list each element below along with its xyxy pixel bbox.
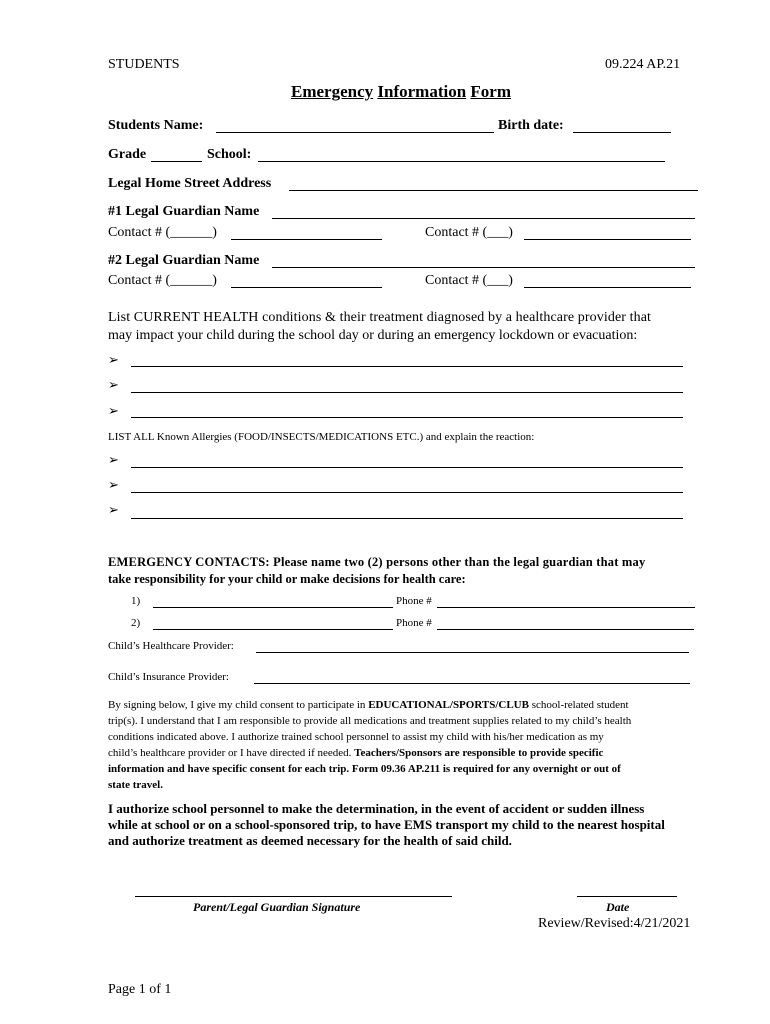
guardian-1-contact-1-label: Contact # (______)	[108, 225, 217, 240]
birth-date-field[interactable]	[573, 132, 671, 133]
guardian-1-name-label: #1 Legal Guardian Name	[108, 204, 260, 219]
authorize-line-1: I authorize school personnel to make the determination, in the event of accident or sudden illness	[108, 801, 645, 816]
section-header: STUDENTS	[108, 57, 180, 72]
emergency-contact-2-phone-field[interactable]	[437, 629, 694, 630]
emergency-contact-1-number: 1)	[131, 595, 141, 607]
arrow-bullet-icon: ➢	[108, 452, 119, 467]
health-condition-field-3[interactable]	[131, 417, 683, 418]
consent-line-1	[108, 699, 629, 711]
emergency-contacts-heading-1: EMERGENCY CONTACTS: Please name two (2) persons other than the legal guardian that may	[108, 555, 646, 569]
allergies-label: LIST ALL Known Allergies (FOOD/INSECTS/MEDICATIONS ETC.) and explain the reaction:	[108, 431, 535, 443]
grade-field[interactable]	[151, 161, 202, 162]
emergency-contacts-heading-2: take responsibility for your child or make decisions for health care:	[108, 572, 466, 586]
emergency-contact-1-phone-field[interactable]	[437, 607, 695, 608]
authorize-line-3: and authorize treatment as deemed necessary for the health of said child.	[108, 833, 512, 848]
school-field[interactable]	[258, 161, 665, 162]
guardian-1-contact-2-label: Contact # (___)	[425, 225, 513, 240]
arrow-bullet-icon: ➢	[108, 377, 119, 392]
healthcare-provider-field[interactable]	[256, 652, 689, 653]
title-word-2: Information	[377, 82, 467, 101]
date-field[interactable]	[577, 896, 677, 897]
date-label: Date	[606, 900, 630, 914]
allergy-field-3[interactable]	[131, 518, 683, 519]
consent-line-1-a: By signing below, I give my child consent to participate in	[108, 699, 366, 711]
health-condition-field-2[interactable]	[131, 392, 683, 393]
title-word-1: Emergency	[291, 82, 374, 101]
consent-line-3: conditions indicated above. I authorize trained school personnel to assist my child with his/her medication as my	[108, 731, 604, 743]
health-instructions-line-1: List CURRENT HEALTH conditions & their treatment diagnosed by a healthcare provider that	[108, 310, 652, 325]
arrow-bullet-icon: ➢	[108, 403, 119, 418]
title-word-3: Form	[470, 82, 512, 101]
guardian-1-contact-2-field[interactable]	[524, 239, 691, 240]
consent-line-6: state travel.	[108, 779, 163, 791]
page-number: Page 1 of 1	[108, 982, 172, 997]
emergency-contact-2-number: 2)	[131, 617, 141, 629]
emergency-contact-2-name-field[interactable]	[153, 629, 393, 630]
student-name-label: Students Name:	[108, 118, 204, 133]
consent-line-5: information and have specific consent for each trip. Form 09.36 AP.211 is required for any overnight or out of	[108, 763, 621, 775]
address-label: Legal Home Street Address	[108, 176, 272, 191]
arrow-bullet-icon: ➢	[108, 477, 119, 492]
allergy-field-2[interactable]	[131, 492, 683, 493]
authorize-line-2: while at school or on a school-sponsored trip, to have EMS transport my child to the nearest hospital	[108, 817, 665, 832]
consent-line-4-a: child’s healthcare provider or I have directed if needed.	[108, 747, 352, 759]
school-label: School:	[207, 147, 252, 162]
review-revised-date: Review/Revised:4/21/2021	[538, 916, 691, 931]
address-field[interactable]	[289, 190, 698, 191]
emergency-contact-1-phone-label: Phone #	[396, 595, 432, 607]
healthcare-provider-label: Child’s Healthcare Provider:	[108, 640, 234, 652]
guardian-2-contact-2-label: Contact # (___)	[425, 273, 513, 288]
consent-line-1-b: EDUCATIONAL/SPORTS/CLUB	[368, 699, 529, 711]
arrow-bullet-icon: ➢	[108, 352, 119, 367]
insurance-provider-field[interactable]	[254, 683, 690, 684]
student-name-field[interactable]	[216, 132, 494, 133]
guardian-2-contact-2-field[interactable]	[524, 287, 691, 288]
guardian-2-name-field[interactable]	[272, 267, 695, 268]
health-instructions-line-2: may impact your child during the school day or during an emergency lockdown or evacuation:	[108, 328, 638, 343]
consent-line-4	[108, 747, 603, 759]
allergy-field-1[interactable]	[131, 467, 683, 468]
emergency-contact-1-name-field[interactable]	[153, 607, 393, 608]
guardian-1-contact-1-field[interactable]	[231, 239, 382, 240]
consent-line-4-b: Teachers/Sponsors are responsible to provide specific	[354, 747, 604, 759]
guardian-signature-field[interactable]	[135, 896, 452, 897]
guardian-2-contact-1-label: Contact # (______)	[108, 273, 217, 288]
document-code: 09.224 AP.21	[605, 57, 681, 72]
birth-date-label: Birth date:	[498, 118, 564, 133]
emergency-contact-2-phone-label: Phone #	[396, 617, 432, 629]
arrow-bullet-icon: ➢	[108, 502, 119, 517]
consent-line-1-c: school-related student	[531, 699, 629, 711]
insurance-provider-label: Child’s Insurance Provider:	[108, 671, 229, 683]
guardian-signature-label: Parent/Legal Guardian Signature	[193, 900, 361, 914]
guardian-2-name-label: #2 Legal Guardian Name	[108, 253, 260, 268]
page-title	[291, 82, 511, 102]
guardian-2-contact-1-field[interactable]	[231, 287, 382, 288]
health-condition-field-1[interactable]	[131, 366, 683, 367]
grade-label: Grade	[108, 147, 147, 162]
guardian-1-name-field[interactable]	[272, 218, 695, 219]
consent-line-2: trip(s). I understand that I am responsible to provide all medications and treatment supplies related to my child’s health	[108, 715, 632, 727]
